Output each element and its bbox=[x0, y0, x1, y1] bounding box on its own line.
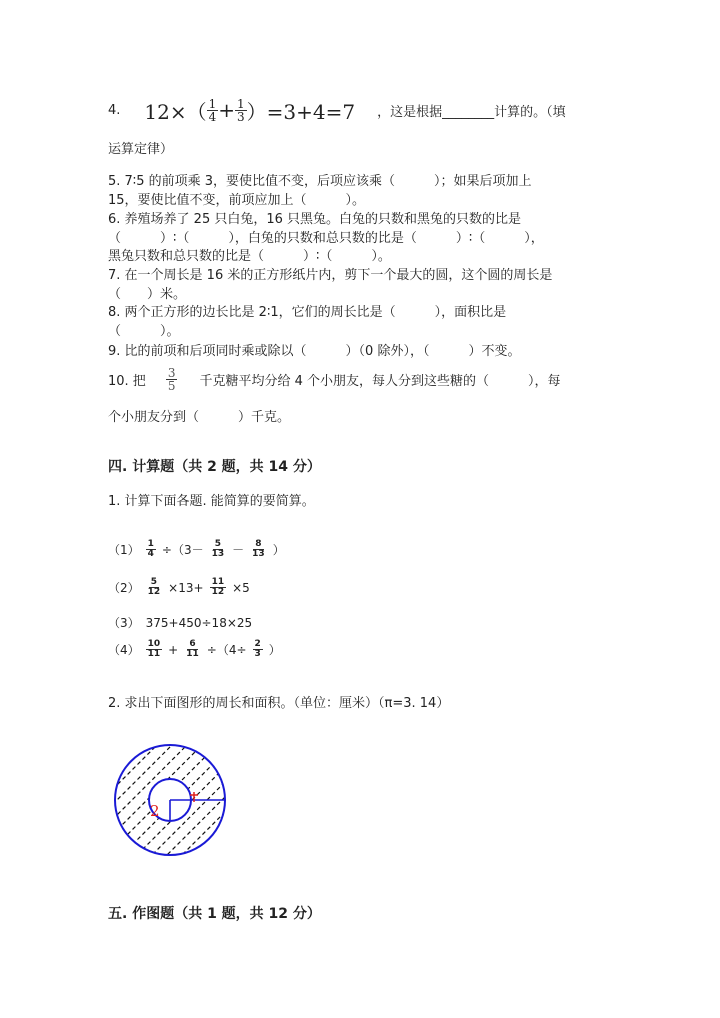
fraction-b bbox=[210, 540, 227, 559]
radius-label: 2 bbox=[150, 802, 160, 820]
expression: 375+450÷18×25 bbox=[145, 615, 253, 630]
fraction-numerator: 11 bbox=[211, 577, 225, 587]
fraction-numerator: 8 bbox=[255, 539, 262, 549]
fraction-numerator: 1 bbox=[237, 96, 245, 111]
operator: ÷（4÷ bbox=[206, 643, 247, 657]
fraction-numerator: 1 bbox=[147, 539, 154, 549]
fraction-denominator: 3 bbox=[237, 109, 245, 124]
fraction-numerator: 5 bbox=[214, 539, 221, 549]
fraction-denominator: 12 bbox=[147, 587, 161, 597]
fraction-a bbox=[146, 640, 163, 659]
fraction-numerator: 5 bbox=[150, 577, 158, 587]
operator: ×5 bbox=[232, 580, 250, 595]
calc-2-intro: 2. 求出下面图形的周长和面积。（单位：厘米）（π=3. 14） bbox=[108, 696, 450, 711]
operator: + bbox=[168, 642, 179, 657]
calc-1-problem-2 bbox=[108, 578, 250, 597]
question-8-line-1: 8. 两个正方形的边长比是 2∶1，它们的周长比是（ ），面积比是 bbox=[108, 305, 507, 320]
fraction-numerator: 6 bbox=[189, 639, 196, 649]
question-9: 9. 比的前项和后项同时乘或除以（ ）（0 除外），（ ）不变。 bbox=[108, 344, 521, 359]
calc-1-problem-4 bbox=[108, 640, 281, 659]
fraction-denominator: 11 bbox=[147, 649, 161, 659]
fraction-three-fifths bbox=[166, 367, 178, 392]
problem-label: （4） bbox=[108, 643, 140, 657]
fraction-one-fourth bbox=[207, 98, 219, 123]
question-10 bbox=[108, 362, 561, 396]
hatch-pattern bbox=[108, 734, 232, 864]
fraction-numerator: 1 bbox=[208, 96, 217, 111]
fraction-denominator: 11 bbox=[186, 649, 199, 659]
fraction-denominator: 13 bbox=[252, 549, 265, 559]
problem-label: （2） bbox=[108, 581, 140, 595]
fraction-b bbox=[210, 578, 227, 597]
calc-1-problem-1 bbox=[108, 540, 285, 559]
question-10-text: 千克糖平均分给 4 个小朋友，每人分到这些糖的（ ），每 bbox=[199, 373, 561, 389]
formula-result: ）=3+4=7 bbox=[246, 99, 356, 124]
section-4-title: 四. 计算题（共 2 题，共 14 分） bbox=[108, 459, 321, 475]
formula-plus: + bbox=[218, 98, 236, 122]
question-7-line-1: 7. 在一个周长是 16 米的正方形纸片内，剪下一个最大的圆，这个圆的周长是 bbox=[108, 268, 553, 283]
question-6-line-1: 6. 养殖场养了 25 只白兔，16 只黑兔。白兔的只数和黑兔的只数的比是 bbox=[108, 212, 522, 227]
question-4-text: ，这是根据________计算的。（填 bbox=[377, 104, 566, 120]
question-4 bbox=[108, 92, 566, 128]
question-5-line-1: 5. 7∶5 的前项乘 3，要使比值不变，后项应该乘（ ）；如果后项加上 bbox=[108, 174, 532, 189]
fraction-denominator: 13 bbox=[211, 549, 225, 559]
formula-12: 12×（ bbox=[144, 99, 207, 124]
fraction-c bbox=[253, 640, 263, 659]
fraction-numerator: 10 bbox=[147, 639, 161, 649]
fraction-numerator: 3 bbox=[167, 365, 176, 380]
fraction-b bbox=[184, 640, 201, 659]
operator: ÷（3－ bbox=[161, 543, 204, 557]
problem-label: （3） bbox=[108, 616, 140, 630]
question-7-line-2: （ ）米。 bbox=[108, 287, 187, 302]
calc-1-problem-3 bbox=[108, 614, 252, 631]
question-4-number: 4. bbox=[108, 102, 121, 118]
operator: － bbox=[232, 543, 245, 557]
operator: ） bbox=[268, 643, 281, 657]
fraction-a bbox=[146, 540, 156, 559]
ring-figure bbox=[108, 734, 232, 864]
fraction-c bbox=[250, 540, 267, 559]
fraction-numerator: 2 bbox=[254, 639, 261, 649]
problem-label: （1） bbox=[108, 543, 140, 557]
question-8-line-2: （ ）。 bbox=[108, 324, 180, 339]
question-6-line-2: （ ）∶（ ），白兔的只数和总只数的比是（ ）∶（ ）， bbox=[108, 231, 544, 246]
operator: ×13+ bbox=[168, 580, 204, 595]
section-5-title: 五. 作图题（共 1 题，共 12 分） bbox=[108, 906, 321, 922]
calc-1-intro: 1. 计算下面各题. 能简算的要简算。 bbox=[108, 494, 315, 509]
question-4-continuation: 运算定律） bbox=[108, 142, 174, 157]
question-5-line-2: 15，要使比值不变，前项应加上（ ）。 bbox=[108, 193, 366, 208]
fraction-a bbox=[146, 578, 163, 597]
question-10-prefix: 10. 把 bbox=[108, 373, 146, 389]
question-10-line-2: 个小朋友分到（ ）千克。 bbox=[108, 410, 291, 425]
fraction-denominator: 4 bbox=[208, 109, 217, 124]
fraction-denominator: 3 bbox=[254, 649, 261, 659]
operator: ） bbox=[272, 543, 285, 557]
fraction-denominator: 5 bbox=[167, 378, 176, 393]
fraction-denominator: 4 bbox=[147, 549, 154, 559]
question-4-formula bbox=[144, 96, 355, 125]
fraction-one-third bbox=[235, 98, 247, 123]
fraction-denominator: 12 bbox=[211, 587, 225, 597]
question-6-line-3: 黑兔只数和总只数的比是（ ）∶（ ）。 bbox=[108, 249, 391, 264]
